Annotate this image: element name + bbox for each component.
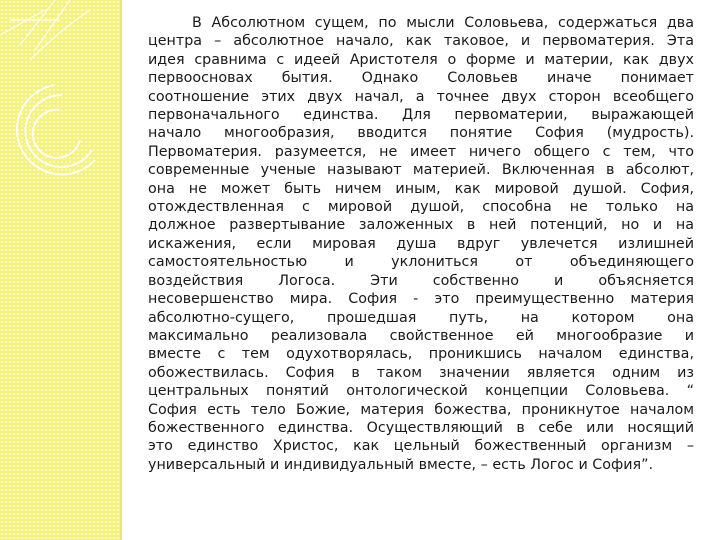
paragraph-line: максимально реализовала свойственное ей многообразие и	[148, 327, 694, 344]
paragraph-line: центра – абсолютное начало, как таковое, и первоматерия. Эта	[148, 33, 694, 50]
paragraph-line: начало многообразия, вводится понятие София (мудрость).	[148, 125, 694, 142]
paragraph-line: воздействия Логоса. Эти собственно и объясняется	[148, 272, 694, 289]
paragraph-line: несовершенство мира. София - это преимущественно материя	[148, 291, 694, 308]
paragraph-line: божественного единства. Осуществляющий в себе или носящий	[148, 419, 694, 436]
paragraph-line: должное развертывание заложенных в ней потенций, но и на	[148, 217, 694, 234]
paragraph-line: обожествилась. София в таком значении является одним из	[148, 364, 694, 381]
paragraph-line: соотношение этих двух начал, а точнее двух сторон всеобщего	[148, 88, 694, 105]
paragraph-line: Первоматерия. разумеется, не имеет ничего общего с тем, что	[148, 143, 694, 160]
paragraph-line: абсолютно-сущего, прошедшая путь, на котором она	[148, 309, 694, 326]
body-paragraph	[148, 14, 694, 474]
paragraph-line: современные ученые называют материей. Включенная в абсолют,	[148, 162, 694, 179]
paragraph-line: искажения, если мировая душа вдруг увлечется излишней	[148, 235, 694, 252]
paragraph-line: В Абсолютном сущем, по мысли Соловьева, содержаться два	[192, 15, 694, 31]
paragraph-line: отождествленная с мировой душой, способна не только на	[148, 199, 694, 216]
paragraph-line: София есть тело Божие, материя божества, проникнутое началом	[148, 401, 694, 418]
paragraph-line: это единство Христос, как цельный божественный организм –	[148, 438, 694, 455]
paragraph-line: первоначального единства. Для первоматерии, выражающей	[148, 107, 694, 124]
paragraph-line: она не может быть ничем иным, как мировой душой. София,	[148, 180, 694, 197]
paragraph-line: первоосновах бытия. Однако Соловьев иначе понимает	[148, 70, 694, 87]
paragraph-line: самостоятельностью и уклониться от объединяющего	[148, 254, 694, 271]
paragraph-line: универсальный и индивидуальный вместе, – есть Логос и София”.	[148, 456, 654, 473]
paragraph-line: центральных понятий онтологической концепции Соловьева. “	[148, 383, 694, 400]
paragraph-line: вместе с тем одухотворялась, проникшись началом единства,	[148, 346, 694, 363]
paragraph-line: идея сравнима с идеей Аристотеля о форме и материи, как двух	[148, 51, 694, 68]
decorative-swirl	[0, 0, 122, 200]
